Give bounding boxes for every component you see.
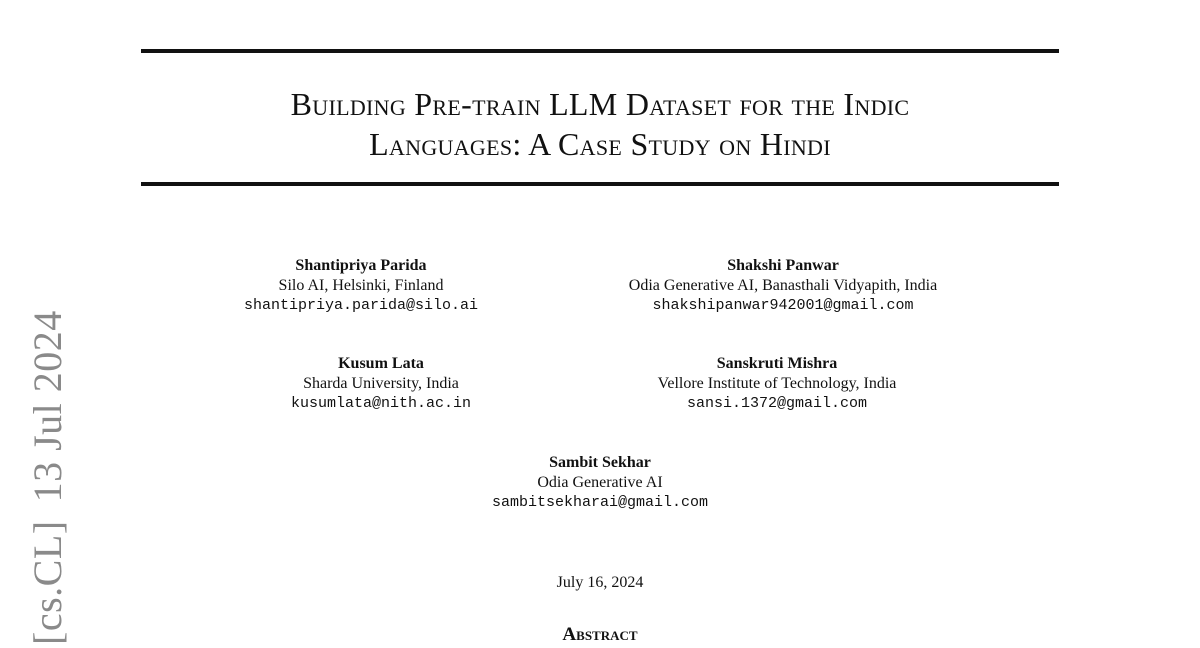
arxiv-stamp: [24, 310, 71, 645]
abstract-heading: Abstract: [562, 624, 638, 645]
author-email: sambitsekharai@gmail.com: [491, 494, 709, 511]
author-email: shakshipanwar942001@gmail.com: [652, 297, 914, 314]
author-affiliation: Odia Generative AI: [537, 474, 663, 491]
title-bottom-rule: [141, 182, 1059, 186]
author-name: Shantipriya Parida: [295, 257, 427, 274]
author-affiliation: Silo AI, Helsinki, Finland: [278, 277, 444, 294]
arxiv-date: 13 Jul 2024: [25, 310, 70, 503]
author-block: [211, 256, 511, 316]
author-email: shantipriya.parida@silo.ai: [243, 297, 479, 314]
author-name: Shakshi Panwar: [727, 257, 839, 274]
author-email: kusumlata@nith.ac.in: [290, 395, 472, 412]
author-name: Sanskruti Mishra: [716, 355, 838, 372]
author-name: Kusum Lata: [338, 355, 424, 372]
author-affiliation: Odia Generative AI, Banasthali Vidyapith, India: [628, 277, 938, 294]
paper-date: July 16, 2024: [556, 574, 644, 591]
author-name: Sambit Sekhar: [549, 454, 651, 471]
author-affiliation: Sharda University, India: [303, 375, 459, 392]
title-top-rule: [141, 49, 1059, 53]
paper-title: [141, 84, 1059, 164]
paper-title-line-1: Building Pre-train LLM Dataset for the Indic: [290, 86, 910, 122]
author-block: [577, 256, 989, 316]
author-block: [211, 354, 551, 414]
paper-title-line-2: Languages: A Case Study on Hindi: [369, 126, 831, 162]
author-block: [587, 354, 967, 414]
author-affiliation: Vellore Institute of Technology, India: [657, 375, 897, 392]
author-email: sansi.1372@gmail.com: [686, 395, 868, 412]
arxiv-category: [cs.CL]: [25, 520, 70, 645]
author-block: [450, 453, 750, 513]
